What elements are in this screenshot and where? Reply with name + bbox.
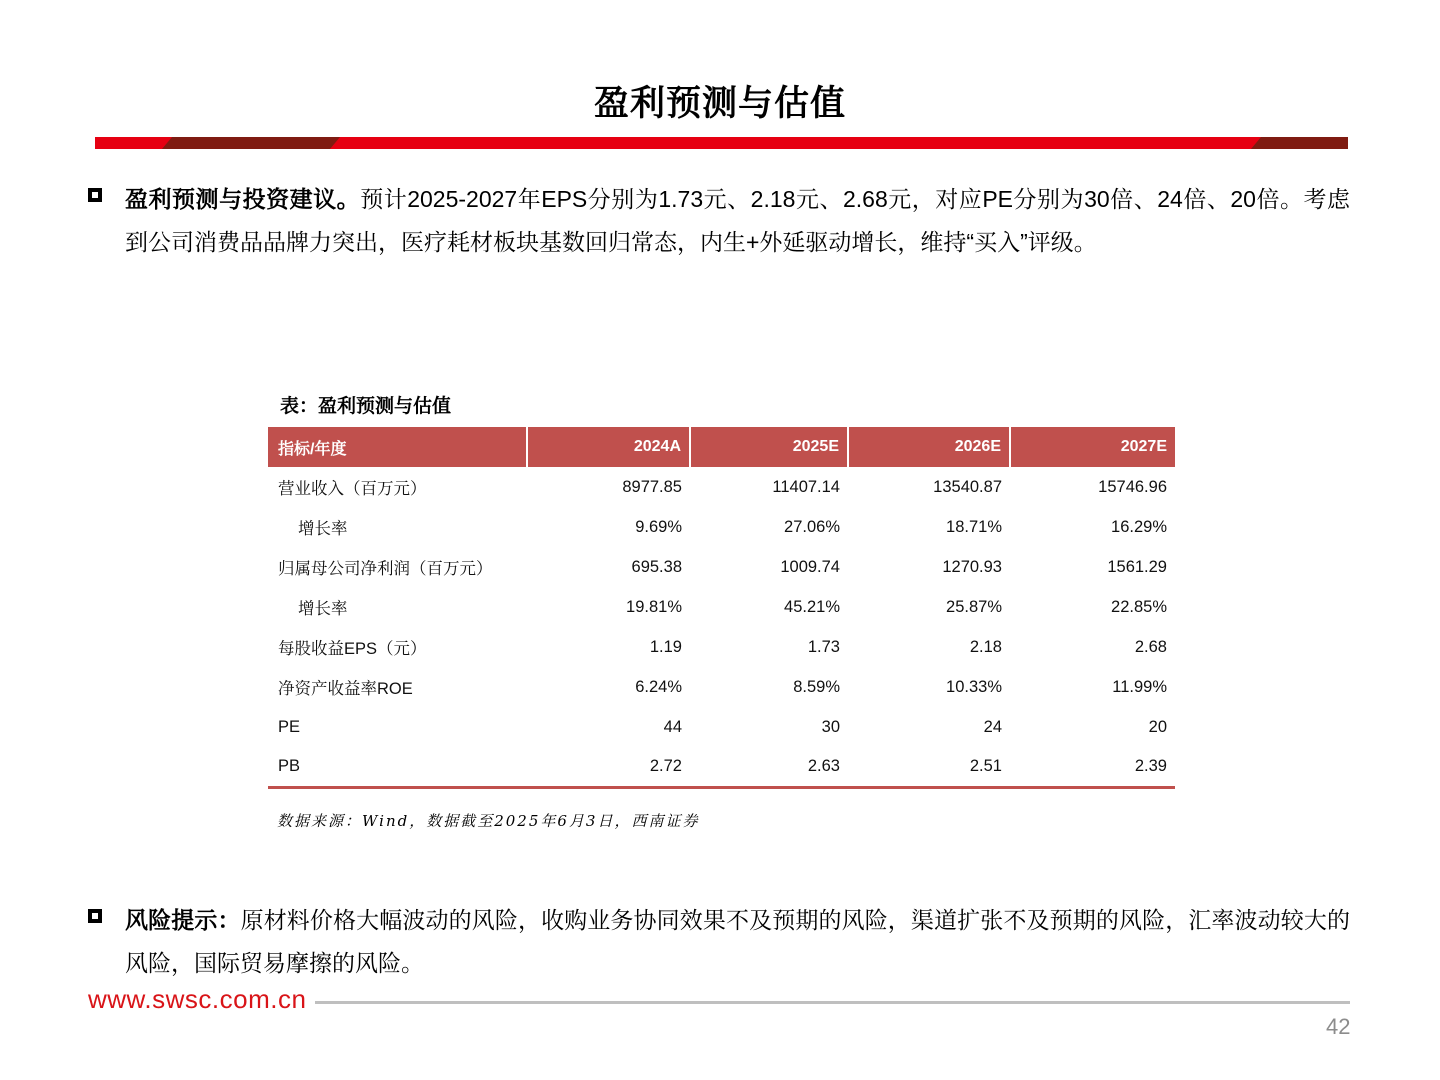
title-bar-dark-segment-right (1249, 137, 1348, 149)
cell-value: 15746.96 (1010, 467, 1175, 507)
page-number: 42 (1326, 1014, 1351, 1039)
table-row (268, 747, 1175, 787)
cell-value: 2.18 (848, 627, 1010, 667)
table-row (268, 467, 1175, 507)
cell-value: 2.39 (1010, 747, 1175, 787)
row-label: PE (268, 707, 527, 747)
row-label: PB (268, 747, 527, 787)
cell-value: 1270.93 (848, 547, 1010, 587)
table-body (268, 467, 1175, 787)
cell-value: 9.69% (527, 507, 690, 547)
cell-value: 1561.29 (1010, 547, 1175, 587)
title-underline-bar (95, 137, 1348, 149)
table-caption: 表：盈利预测与估值 (280, 396, 452, 417)
forecast-table (268, 427, 1175, 789)
cell-value: 8.59% (690, 667, 848, 707)
bullet-profit-forecast (88, 178, 1350, 264)
cell-value: 18.71% (848, 507, 1010, 547)
footer-website-link[interactable]: www.swsc.com.cn (88, 984, 307, 1014)
bullet-body: 预计2025-2027年EPS分别为1.73元、2.18元、2.68元，对应PE分别为30倍、24倍、20倍。考虑到公司消费品品牌力突出，医疗耗材板块基数回归常态，内生+外延驱动增长，维持“买入”评级。 (125, 186, 1351, 255)
column-header: 2027E (1010, 427, 1175, 467)
cell-value: 11.99% (1010, 667, 1175, 707)
column-header: 2025E (690, 427, 848, 467)
cell-value: 695.38 (527, 547, 690, 587)
bullet-text (125, 178, 1350, 264)
cell-value: 2.68 (1010, 627, 1175, 667)
cell-value: 11407.14 (690, 467, 848, 507)
cell-value: 30 (690, 707, 848, 747)
row-label: 增长率 (268, 587, 527, 627)
table-row (268, 587, 1175, 627)
cell-value: 10.33% (848, 667, 1010, 707)
cell-value: 45.21% (690, 587, 848, 627)
cell-value: 27.06% (690, 507, 848, 547)
bullet-bold-lead: 风险提示： (125, 907, 241, 933)
cell-value: 24 (848, 707, 1010, 747)
cell-value: 2.72 (527, 747, 690, 787)
cell-value: 2.63 (690, 747, 848, 787)
cell-value: 6.24% (527, 667, 690, 707)
cell-value: 19.81% (527, 587, 690, 627)
cell-value: 16.29% (1010, 507, 1175, 547)
table-row (268, 667, 1175, 707)
table-header-row (268, 427, 1175, 467)
row-label: 每股收益EPS（元） (268, 627, 527, 667)
cell-value: 2.51 (848, 747, 1010, 787)
title-bar-dark-segment-left (160, 137, 341, 149)
row-label: 增长率 (268, 507, 527, 547)
column-header: 指标/年度 (268, 427, 527, 467)
cell-value: 44 (527, 707, 690, 747)
data-source-note: 数据来源：Wind，数据截至2025年6月3日，西南证券 (277, 812, 700, 830)
bullet-square-icon (88, 188, 102, 202)
cell-value: 1009.74 (690, 547, 848, 587)
bullet-risk-warning (88, 899, 1350, 985)
bullet-body: 原材料价格大幅波动的风险，收购业务协同效果不及预期的风险，渠道扩张不及预期的风险，汇率波动较大的风险，国际贸易摩擦的风险。 (125, 907, 1351, 976)
table-row (268, 507, 1175, 547)
table-row (268, 627, 1175, 667)
bullet-square-icon (88, 909, 102, 923)
bullet-bold-lead: 盈利预测与投资建议。 (125, 186, 361, 212)
cell-value: 8977.85 (527, 467, 690, 507)
column-header: 2026E (848, 427, 1010, 467)
cell-value: 22.85% (1010, 587, 1175, 627)
cell-value: 1.19 (527, 627, 690, 667)
row-label: 营业收入（百万元） (268, 467, 527, 507)
table-row (268, 707, 1175, 747)
cell-value: 13540.87 (848, 467, 1010, 507)
cell-value: 20 (1010, 707, 1175, 747)
cell-value: 1.73 (690, 627, 848, 667)
row-label: 净资产收益率ROE (268, 667, 527, 707)
table-row (268, 547, 1175, 587)
cell-value: 25.87% (848, 587, 1010, 627)
page-title: 盈利预测与估值 (593, 84, 846, 123)
bullet-text (125, 899, 1350, 985)
footer-divider-line (315, 1001, 1350, 1004)
column-header: 2024A (527, 427, 690, 467)
row-label: 归属母公司净利润（百万元） (268, 547, 527, 587)
